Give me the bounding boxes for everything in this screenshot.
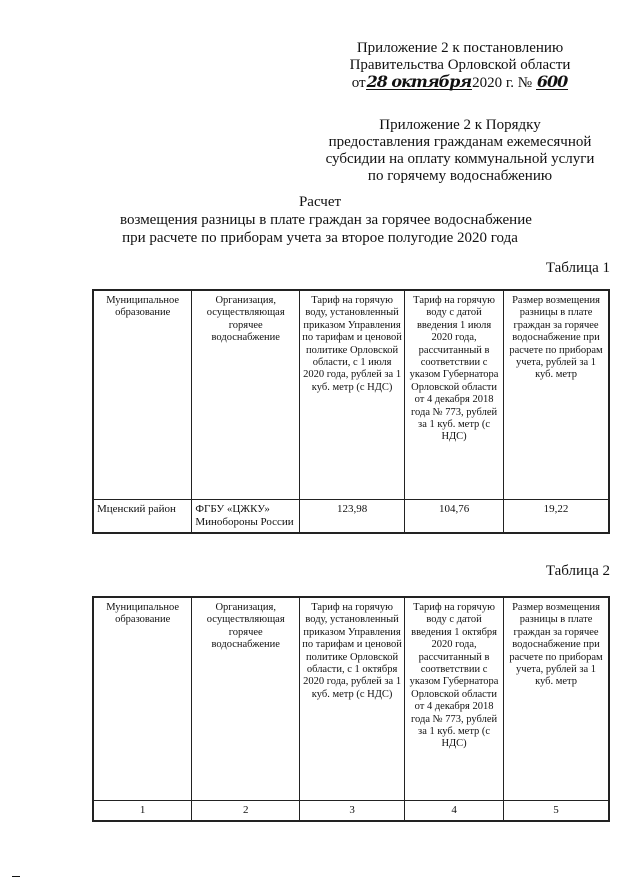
header-organization: Организация, осуществляющая горячее водоснабжение xyxy=(192,597,300,800)
table-header-row xyxy=(93,597,609,800)
header-approved-tariff: Тариф на горячую воду, установленный приказом Управления по тарифам и ценовой политике Орловской области, с 1 октября 2020 года, рублей за 1 куб. метр (с НДС) xyxy=(300,597,405,800)
header-municipality: Муниципальное образование xyxy=(93,290,192,499)
handwritten-date: 28 октября xyxy=(366,72,472,91)
handwritten-number: 600 xyxy=(536,72,568,91)
column-number: 2 xyxy=(192,800,300,821)
table-header-row xyxy=(93,290,609,499)
procedure-line-1: Приложение 2 к Порядку xyxy=(379,117,541,133)
table-2 xyxy=(92,596,610,822)
header-organization: Организация, осуществляющая горячее водоснабжение xyxy=(192,290,300,499)
table-1 xyxy=(92,289,610,534)
table2-label: Таблица 2 xyxy=(545,563,610,579)
header-compensation: Размер возмещения разницы в плате граждан за горячее водоснабжение при расчете по приборам учета, рублей за 1 куб. метр xyxy=(504,597,609,800)
appendix-header-resolution xyxy=(340,40,580,92)
document-title xyxy=(120,193,532,247)
header-approved-tariff: Тариф на горячую воду, установленный приказом Управления по тарифам и ценовой политике Орловской области, с 1 июля 2020 года, рублей за 1 куб. метр (с НДС) xyxy=(300,290,405,499)
column-number: 5 xyxy=(504,800,609,821)
column-number: 1 xyxy=(93,800,192,821)
procedure-line-2: предоставления гражданам ежемесячной xyxy=(328,134,592,150)
appendix-line: Приложение 2 к постановлению xyxy=(356,40,564,56)
cell-organization: ФГБУ «ЦЖКУ» Минобороны России xyxy=(192,499,300,533)
appendix-header-procedure xyxy=(320,117,600,185)
table-row xyxy=(93,499,609,533)
column-number: 3 xyxy=(300,800,405,821)
date-number-line xyxy=(340,74,580,92)
cell-municipality: Мценский район xyxy=(93,499,192,533)
date-suffix: 2020 г. № xyxy=(472,75,533,91)
title-line-3: при расчете по приборам учета за второе полугодие 2020 года xyxy=(122,230,518,246)
title-line-2: возмещения разницы в плате граждан за горячее водоснабжение xyxy=(120,212,532,228)
procedure-line-3: субсидии на оплату коммунальной услуги xyxy=(325,151,595,167)
column-number: 4 xyxy=(405,800,504,821)
header-calculated-tariff: Тариф на горячую воду с датой введения 1 июля 2020 года, рассчитанный в соответствии с указом Губернатора Орловской области от 4 декабря 2018 года № 773, рублей за 1 куб. метр (с НДС) xyxy=(405,290,504,499)
column-number-row xyxy=(93,800,609,821)
table1-label: Таблица 1 xyxy=(545,260,610,276)
cell-approved-tariff: 123,98 xyxy=(300,499,405,533)
government-line: Правительства Орловской области xyxy=(349,57,571,73)
title-line-1: Расчет xyxy=(298,194,342,210)
procedure-line-4: по горячему водоснабжению xyxy=(367,168,553,184)
page-mark xyxy=(12,876,20,877)
header-compensation: Размер возмещения разницы в плате граждан за горячее водоснабжение при расчете по приборам учета, рублей за 1 куб. метр xyxy=(504,290,609,499)
cell-compensation: 19,22 xyxy=(504,499,609,533)
header-calculated-tariff: Тариф на горячую воду с датой введения 1 октября 2020 года, рассчитанный в соответствии с указом Губернатора Орловской области от 4 декабря 2018 года № 773, рублей за 1 куб. метр (с НДС) xyxy=(405,597,504,800)
header-municipality: Муниципальное образование xyxy=(93,597,192,800)
date-prefix: от xyxy=(351,75,366,91)
cell-calculated-tariff: 104,76 xyxy=(405,499,504,533)
